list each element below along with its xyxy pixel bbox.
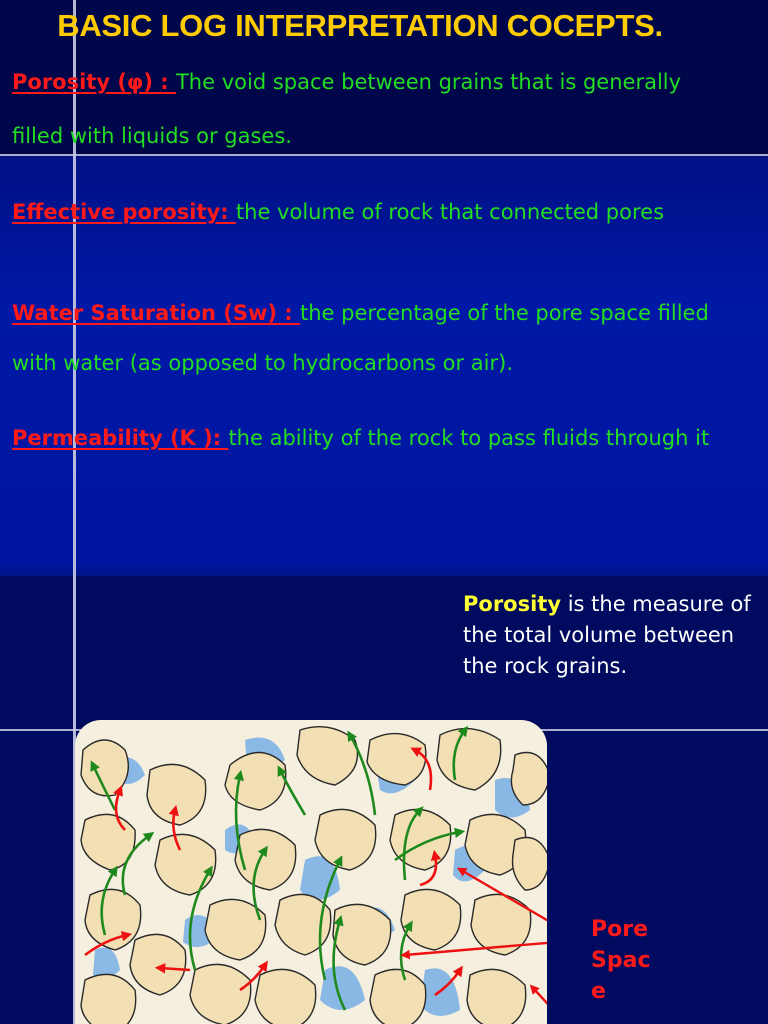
definition-water-saturation-text-1: the percentage of the pore space filled [300, 301, 709, 325]
definition-porosity-cont [12, 122, 762, 150]
definition-permeability [12, 424, 762, 452]
definition-porosity-text-2: filled with liquids or gases. [12, 124, 292, 148]
definition-porosity-text-1: The void space between grains that is generally [175, 70, 682, 94]
pore-space-figure [75, 720, 547, 1024]
horizontal-rule-top [0, 154, 768, 156]
pore-label-line-3: e [591, 979, 606, 1004]
callout-text: is the measure of the total volume between the rock grains. [463, 592, 751, 678]
term-porosity: Porosity (φ) : [12, 70, 176, 94]
page-title: BASIC LOG INTERPRETATION COCEPTS. [57, 8, 663, 43]
definition-permeability-text: the ability of the rock to pass fluids through it [228, 426, 710, 450]
pore-label-line-1: Pore [591, 917, 649, 942]
pore-label-line-2: Spac [591, 948, 651, 973]
term-effective-porosity: Effective porosity: [12, 200, 236, 224]
porosity-callout [463, 589, 753, 682]
definition-porosity [12, 68, 762, 96]
figure-body [75, 720, 547, 1024]
definition-effective-porosity [12, 198, 762, 226]
definition-water-saturation-text-2: with water (as opposed to hydrocarbons or air). [12, 351, 513, 375]
definition-effective-porosity-text: the volume of rock that connected pores [235, 200, 665, 224]
term-permeability: Permeability (K ): [12, 426, 229, 450]
term-water-saturation: Water Saturation (Sw) : [12, 301, 301, 325]
pore-space-label [591, 914, 681, 1007]
callout-highlight: Porosity [463, 592, 562, 616]
definition-water-saturation-cont [12, 349, 762, 377]
definition-water-saturation [12, 299, 762, 327]
